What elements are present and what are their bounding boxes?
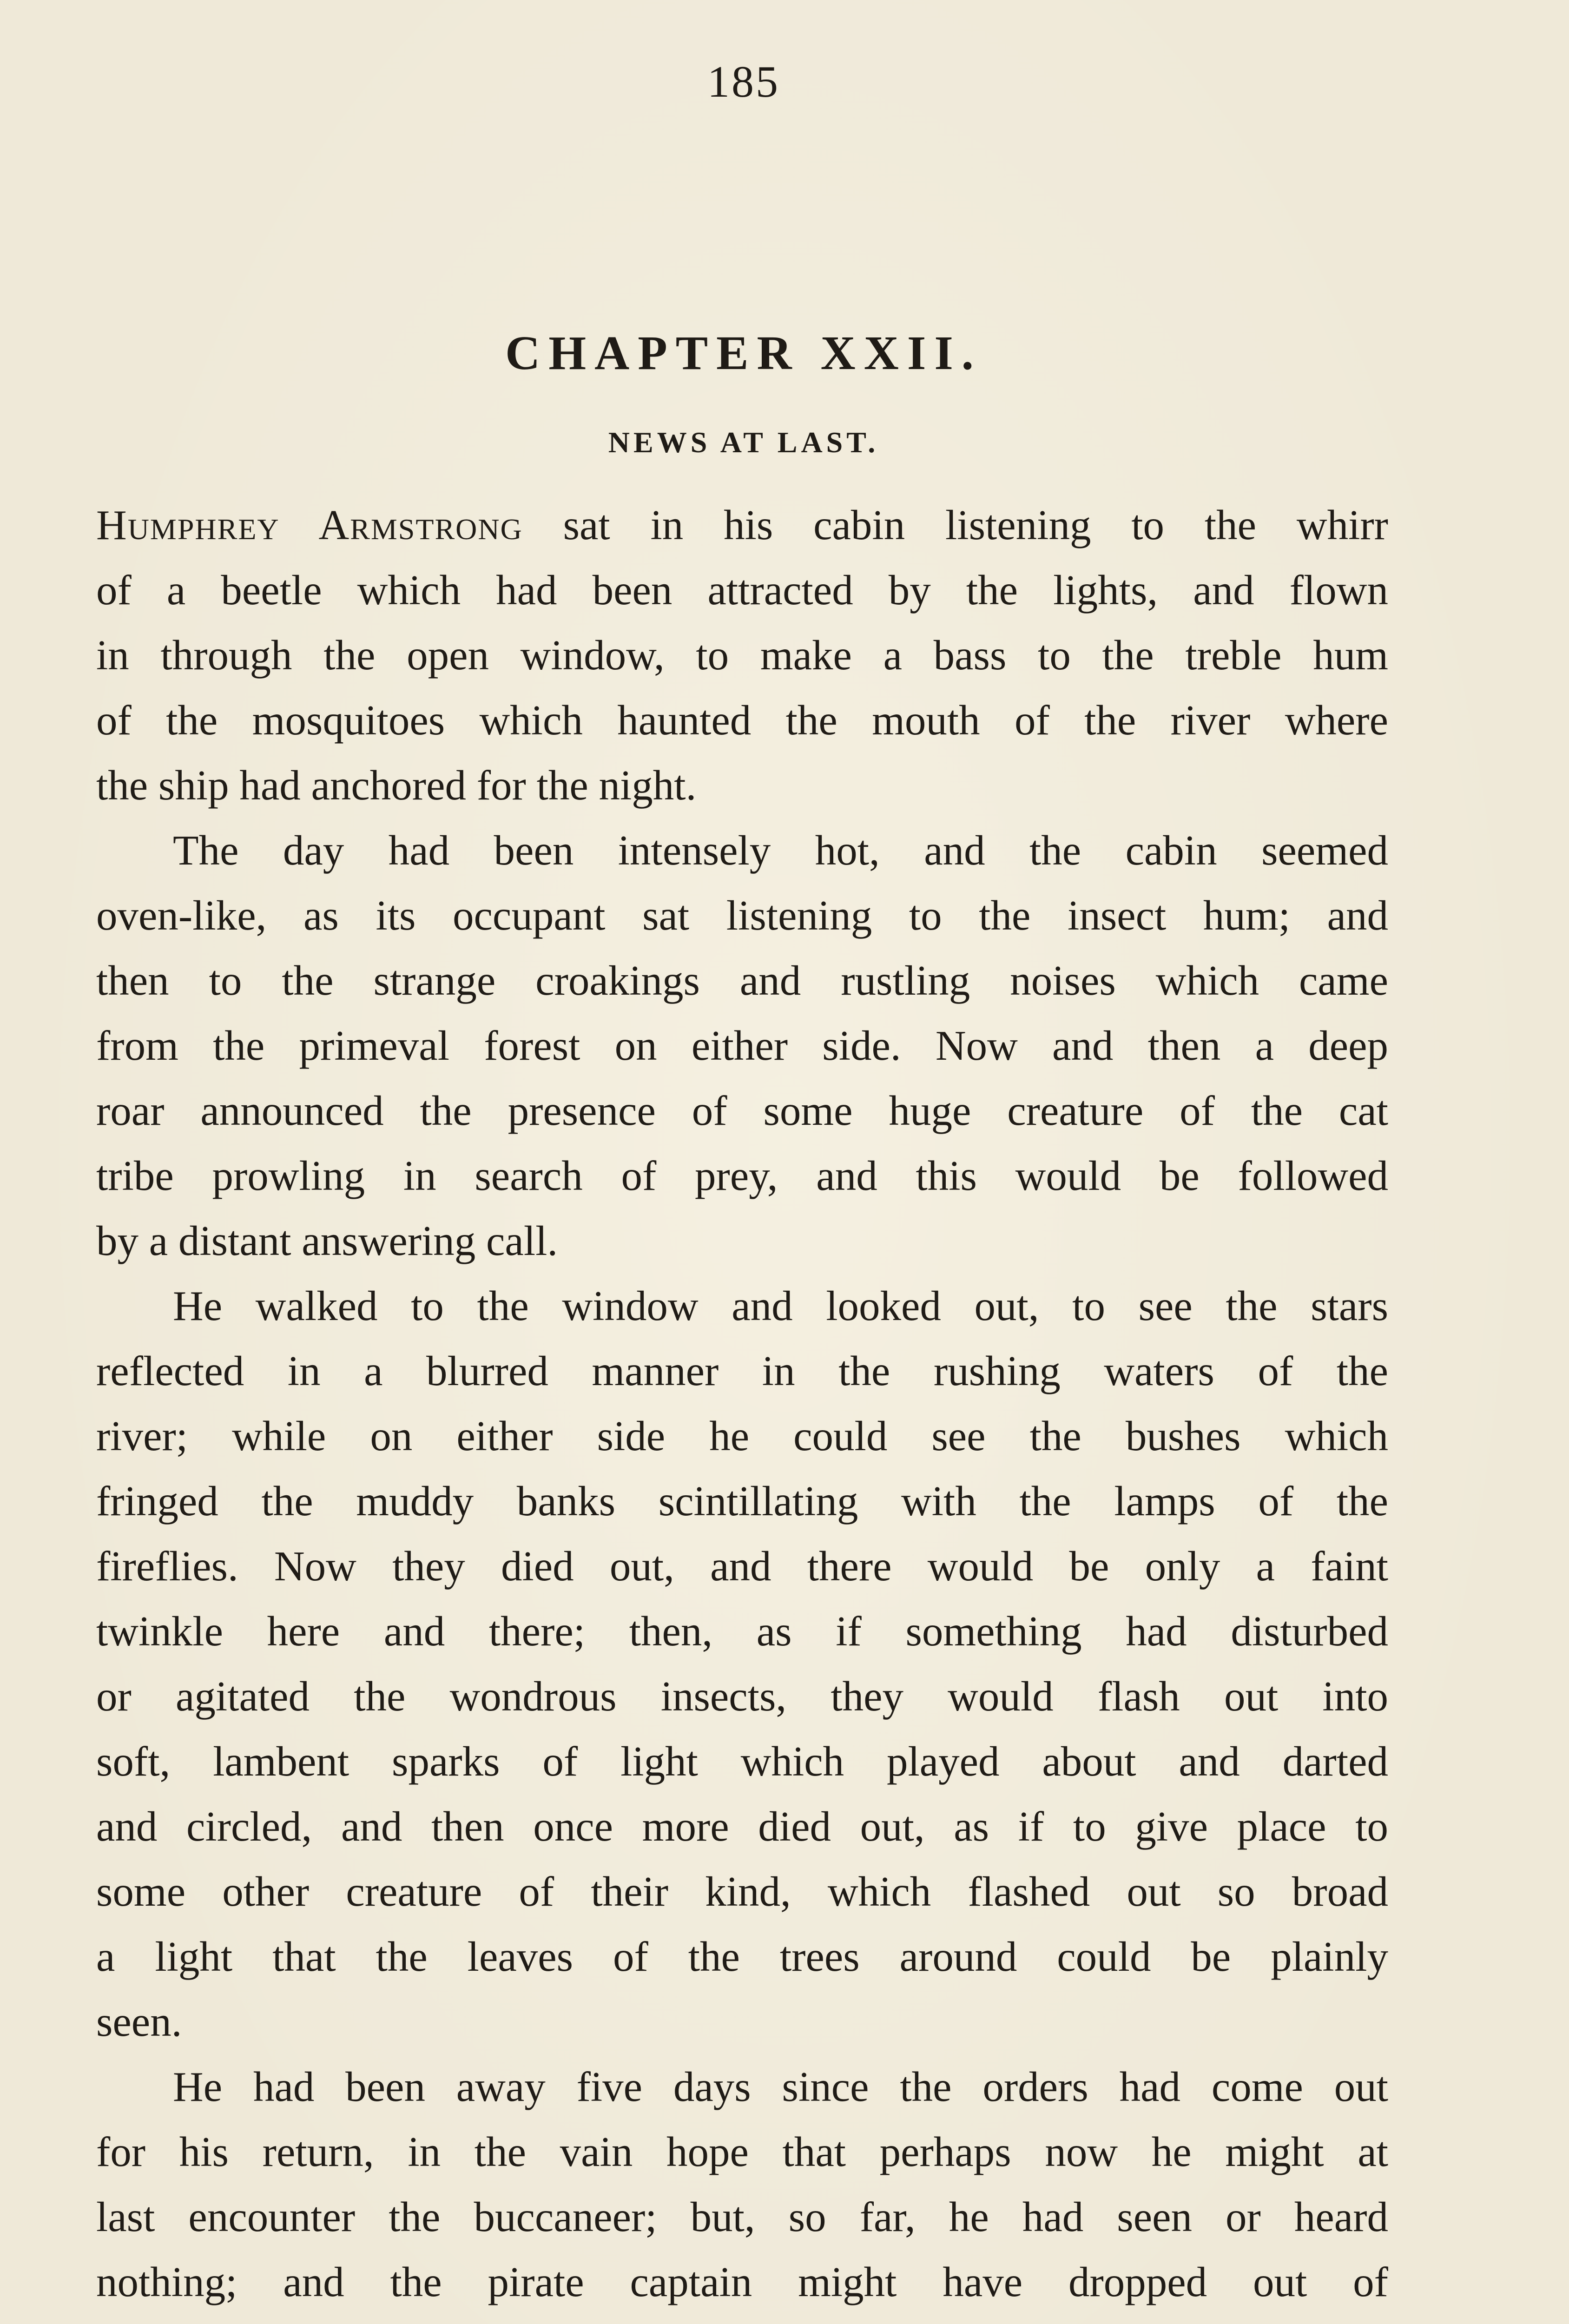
- text-line: in through the open window, to make a bass to the treble hum: [96, 632, 1388, 679]
- chapter-subtitle: NEWS AT LAST.: [608, 426, 879, 459]
- character-name: Humphrey Armstrong: [96, 502, 523, 548]
- text-line: The day had been intensely hot, and the cabin seemed: [173, 827, 1388, 874]
- chapter-title: CHAPTER XXII.: [505, 326, 982, 380]
- text-line: a light that the leaves of the trees around could be plainly: [96, 1933, 1388, 1980]
- text-line: by a distant answering call.: [96, 1217, 558, 1264]
- paragraph: [96, 2054, 1388, 2315]
- text-line: fringed the muddy banks scintillating with the lamps of the: [96, 1478, 1388, 1525]
- text-line: tribe prowling in search of prey, and this would be followed: [96, 1152, 1388, 1199]
- text-line: oven-like, as its occupant sat listening to the insect hum; and: [96, 892, 1388, 939]
- text-line: seen.: [96, 1998, 182, 2045]
- text-line: for his return, in the vain hope that perhaps now he might at: [96, 2128, 1388, 2175]
- page-number: 185: [707, 57, 780, 106]
- text-line: then to the strange croakings and rustling noises which came: [96, 957, 1388, 1004]
- text-line: river; while on either side he could see the bushes which: [96, 1413, 1388, 1459]
- text-line: soft, lambent sparks of light which played about and darted: [96, 1738, 1388, 1785]
- text-line: the ship had anchored for the night.: [96, 762, 697, 809]
- text-line: reflected in a blurred manner in the rushing waters of the: [96, 1347, 1388, 1394]
- text-line: He walked to the window and looked out, to see the stars: [173, 1282, 1388, 1329]
- body-text: [96, 493, 1388, 2315]
- paragraph: [96, 493, 1388, 818]
- text-line: fireflies. Now they died out, and there would be only a faint: [96, 1543, 1388, 1590]
- text-line: He had been away five days since the orders had come out: [173, 2063, 1388, 2110]
- text-line: from the primeval forest on either side. Now and then a deep: [96, 1022, 1388, 1069]
- text-line: of the mosquitoes which haunted the mouth of the river where: [96, 697, 1388, 744]
- text-line: last encounter the buccaneer; but, so far, he had seen or heard: [96, 2193, 1388, 2240]
- text-line: twinkle here and there; then, as if something had disturbed: [96, 1608, 1388, 1655]
- text-line: roar announced the presence of some huge creature of the cat: [96, 1087, 1388, 1134]
- paragraph: [96, 1274, 1388, 2054]
- text-line: Humphrey Armstrong sat in his cabin listening to the whirr: [96, 502, 1388, 548]
- paragraph: [96, 818, 1388, 1274]
- text-line: nothing; and the pirate captain might have dropped out of: [96, 2258, 1388, 2305]
- text-line: of a beetle which had been attracted by the lights, and flown: [96, 567, 1388, 614]
- text-line: and circled, and then once more died out, as if to give place to: [96, 1803, 1388, 1850]
- text-line: some other creature of their kind, which flashed out so broad: [96, 1868, 1388, 1915]
- text-line: or agitated the wondrous insects, they would flash out into: [96, 1673, 1388, 1720]
